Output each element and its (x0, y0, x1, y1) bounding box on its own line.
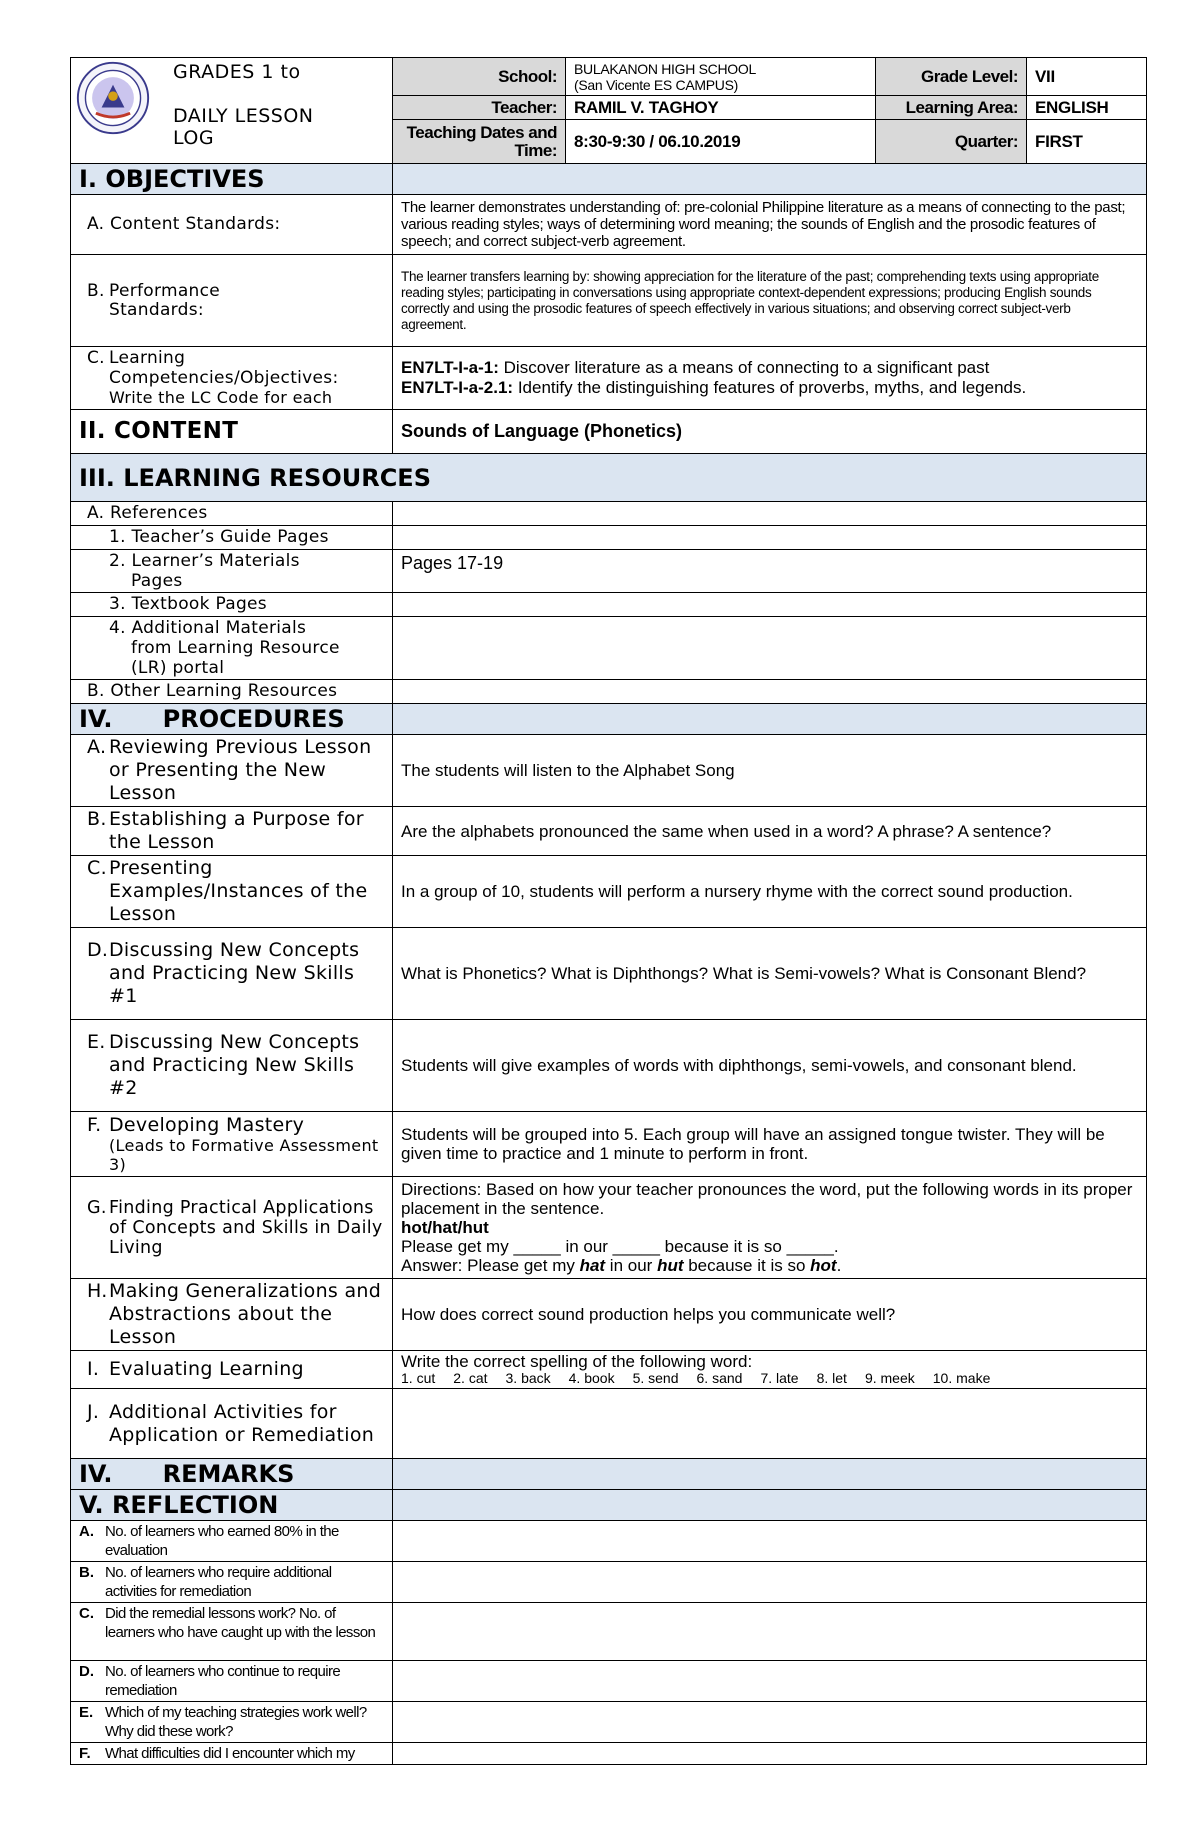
additional-materials-label-3: (LR) portal (131, 658, 225, 678)
procedure-j-letter: J. (87, 1400, 100, 1423)
reflection-answer (393, 1562, 1147, 1603)
procedure-a-letter: A. (87, 736, 107, 758)
reflection-answer (393, 1521, 1147, 1562)
reflection-answer (393, 1702, 1147, 1743)
textbook-pages-label: 3. Textbook Pages (71, 593, 393, 617)
school-label: School: (393, 58, 566, 96)
procedure-j-title: Additional Activities for Application or Remediation (109, 1400, 375, 1446)
reflection-row (71, 1562, 1147, 1603)
reflection-question (71, 1702, 393, 1743)
reflection-list (71, 1521, 1147, 1765)
procedure-b-letter: B. (87, 808, 107, 830)
learning-resources-heading: III. LEARNING RESOURCES (71, 454, 1147, 502)
evaluation-word: 1. cut (401, 1370, 436, 1386)
procedure-a-label (71, 735, 393, 807)
other-resources-value (393, 680, 1147, 704)
reflection-text: No. of learners who continue to require remediation (105, 1663, 341, 1699)
procedure-e-text: Students will give examples of words with diphthongs, semi-vowels, and consonant blend. (393, 1020, 1147, 1112)
reflection-question (71, 1603, 393, 1661)
reflection-question (71, 1562, 393, 1603)
reflection-letter: F. (79, 1745, 91, 1762)
reflection-heading: V. REFLECTION (71, 1490, 393, 1521)
deped-seal-icon (75, 60, 151, 136)
evaluation-word: 10. make (932, 1370, 991, 1386)
procedure-b-label (71, 807, 393, 856)
procedure-e-label (71, 1020, 393, 1112)
doc-title-line1: GRADES 1 to (173, 61, 301, 83)
evaluation-word: 3. back (505, 1370, 551, 1386)
header-title-cell (71, 58, 393, 164)
reflection-question (71, 1521, 393, 1562)
reflection-letter: A. (79, 1523, 94, 1540)
additional-materials-label-1: 4. Additional Materials (109, 618, 307, 638)
grade-label: Grade Level: (876, 58, 1027, 96)
procedure-h-letter: H. (87, 1280, 108, 1302)
dates-label: Teaching Dates and Time: (393, 120, 566, 164)
procedure-e-title: Discussing New Concepts and Practicing New Skills #2 (109, 1031, 360, 1099)
procedure-c-text: In a group of 10, students will perform a nursery rhyme with the correct sound production. (393, 856, 1147, 928)
area-value: ENGLISH (1027, 96, 1147, 120)
procedure-f-letter: F. (87, 1113, 102, 1136)
area-label: Learning Area: (876, 96, 1027, 120)
school-name: BULAKANON HIGH SCHOOL (574, 60, 756, 77)
procedure-g-answer: Answer: Please get my hat in our hut because it is so hot. (401, 1256, 842, 1275)
content-heading: II. CONTENT (71, 410, 393, 454)
competencies-label-1: Learning (109, 348, 186, 368)
procedure-d-letter: D. (87, 939, 109, 961)
reflection-letter: E. (79, 1704, 94, 1721)
procedure-c-title: Presenting Examples/Instances of the Lesson (109, 857, 368, 925)
additional-materials-label-2: from Learning Resource (131, 638, 340, 658)
evaluation-word: 5. send (632, 1370, 679, 1386)
evaluation-word: 9. meek (864, 1370, 915, 1386)
procedure-i-label (71, 1351, 393, 1389)
procedure-j-label (71, 1389, 393, 1459)
dates-value: 8:30-9:30 / 06.10.2019 (566, 120, 876, 164)
lc1-text: Discover literature as a means of connecting to a significant past (498, 358, 990, 377)
grade-value: VII (1027, 58, 1147, 96)
learners-materials-label (71, 550, 393, 593)
lc1-code: EN7LT-I-a-1: (401, 358, 499, 377)
reflection-letter: B. (79, 1564, 94, 1581)
evaluation-word: 8. let (816, 1370, 847, 1386)
doc-title-line3: LOG (173, 127, 215, 149)
performance-standards-label-2: Standards: (109, 299, 204, 320)
procedure-f-subtitle: (Leads to Formative Assessment 3) (109, 1135, 379, 1174)
procedure-g-directions: Directions: Based on how your teacher pronounces the word, put the following words in its proper placement in the sentence. (401, 1180, 1133, 1218)
reflection-heading-fill (393, 1490, 1147, 1521)
doc-title-line2: DAILY LESSON (173, 105, 314, 127)
procedure-h-text: How does correct sound production helps you communicate well? (393, 1279, 1147, 1351)
procedure-h-title: Making Generalizations and Abstractions about the Lesson (109, 1280, 382, 1348)
remarks-heading: IV. REMARKS (71, 1459, 393, 1490)
answer-word-2: hut (657, 1256, 684, 1275)
school-value (566, 58, 876, 96)
procedure-b-text: Are the alphabets pronounced the same when used in a word? A phrase? A sentence? (393, 807, 1147, 856)
performance-standards-label-1: Performance (109, 280, 221, 301)
procedure-g-sentence: Please get my _____ in our _____ because it is so _____. (401, 1237, 839, 1256)
competencies-label (71, 347, 393, 410)
procedure-i-instruction: Write the correct spelling of the following word: (401, 1352, 753, 1371)
evaluation-word: 6. sand (696, 1370, 743, 1386)
reflection-letter: C. (79, 1605, 94, 1622)
learners-materials-label-1: 2. Learner’s Materials (109, 551, 300, 571)
reflection-text: No. of learners who earned 80% in the evaluation (105, 1523, 339, 1559)
procedure-i-text (393, 1351, 1147, 1389)
teachers-guide-label: 1. Teacher’s Guide Pages (71, 526, 393, 550)
competencies-label-3: Write the LC Code for each (109, 388, 333, 407)
answer-word-1: hat (579, 1256, 606, 1275)
quarter-label: Quarter: (876, 120, 1027, 164)
procedure-a-text: The students will listen to the Alphabet Song (393, 735, 1147, 807)
reflection-answer (393, 1743, 1147, 1765)
daily-lesson-log (70, 57, 1146, 1765)
quarter-value: FIRST (1027, 120, 1147, 164)
reflection-row (71, 1603, 1147, 1661)
procedure-a-title: Reviewing Previous Lesson or Presenting the New Lesson (109, 736, 372, 804)
procedure-e-letter: E. (87, 1031, 106, 1053)
reflection-answer (393, 1661, 1147, 1702)
procedure-j-text (393, 1389, 1147, 1459)
other-resources-label: B. Other Learning Resources (71, 680, 393, 704)
procedure-g-text (393, 1177, 1147, 1279)
remarks-heading-fill (393, 1459, 1147, 1490)
procedure-c-label (71, 856, 393, 928)
procedure-h-label (71, 1279, 393, 1351)
reflection-row (71, 1743, 1147, 1765)
teachers-guide-value (393, 526, 1147, 550)
learners-materials-value: Pages 17-19 (393, 550, 1147, 593)
content-standards-text: The learner demonstrates understanding of: pre-colonial Philippine literature as a means of connecting to the past; various reading styles; ways of determining word meaning; the sounds of English and the prosodic features of speech; and correct subject-verb agreement. (393, 195, 1147, 255)
reflection-row (71, 1661, 1147, 1702)
reflection-text: What difficulties did I encounter which my (105, 1745, 355, 1762)
lc2-text: Identify the distinguishing features of proverbs, myths, and legends. (513, 378, 1027, 397)
procedures-heading-fill (393, 704, 1147, 735)
school-campus: (San Vicente ES CAMPUS) (574, 76, 739, 93)
objectives-heading: I. OBJECTIVES (71, 164, 393, 195)
procedure-g-words: hot/hat/hut (401, 1218, 489, 1237)
competencies-text (393, 347, 1147, 410)
evaluation-word-list (401, 1370, 1138, 1387)
reflection-row (71, 1702, 1147, 1743)
procedure-d-text: What is Phonetics? What is Diphthongs? What is Semi-vowels? What is Consonant Blend? (393, 928, 1147, 1020)
procedure-d-label (71, 928, 393, 1020)
reflection-text: Which of my teaching strategies work well? Why did these work? (105, 1704, 367, 1740)
performance-standards-label (71, 255, 393, 347)
teacher-value: RAMIL V. TAGHOY (566, 96, 876, 120)
reflection-question (71, 1743, 393, 1765)
procedure-f-label (71, 1112, 393, 1177)
references-label: A. References (71, 502, 393, 526)
reflection-text: Did the remedial lessons work? No. of learners who have caught up with the lesson (105, 1605, 376, 1641)
performance-standards-letter: B. (87, 280, 105, 301)
content-value: Sounds of Language (Phonetics) (393, 410, 1147, 454)
procedure-g-letter: G. (87, 1197, 107, 1218)
procedure-f-text: Students will be grouped into 5. Each group will have an assigned tongue twister. They will be given time to practice and 1 minute to perform in front. (393, 1112, 1147, 1177)
procedure-c-letter: C. (87, 857, 107, 879)
procedure-i-letter: I. (87, 1358, 100, 1380)
procedure-i-title: Evaluating Learning (109, 1358, 304, 1380)
procedures-heading: IV. PROCEDURES (71, 704, 393, 735)
evaluation-word: 4. book (568, 1370, 615, 1386)
reflection-text: No. of learners who require additional activities for remediation (105, 1564, 332, 1600)
learners-materials-label-2: Pages (131, 571, 183, 591)
content-standards-label: A. Content Standards: (71, 195, 393, 255)
lesson-log-table (70, 57, 1147, 1765)
references-value (393, 502, 1147, 526)
procedure-g-title: Finding Practical Applications of Concepts and Skills in Daily Living (109, 1197, 383, 1258)
procedure-d-title: Discussing New Concepts and Practicing New Skills #1 (109, 939, 360, 1007)
competencies-letter: C. (87, 348, 105, 368)
performance-standards-text: The learner transfers learning by: showing appreciation for the literature of the past; comprehending texts using appropriate reading styles; participating in conversations using appropriate context-dependent expressions; producing English sounds correctly and using the prosodic features of speech effectively in various situations; and observing correct subject-verb agreement. (393, 255, 1147, 347)
teacher-label: Teacher: (393, 96, 566, 120)
additional-materials-value (393, 617, 1147, 680)
evaluation-word: 7. late (760, 1370, 799, 1386)
textbook-pages-value (393, 593, 1147, 617)
reflection-row (71, 1521, 1147, 1562)
answer-word-3: hot (810, 1256, 837, 1275)
objectives-heading-fill (393, 164, 1147, 195)
procedure-f-title: Developing Mastery (109, 1113, 305, 1136)
reflection-letter: D. (79, 1663, 94, 1680)
additional-materials-label (71, 617, 393, 680)
evaluation-word: 2. cat (453, 1370, 488, 1386)
procedure-b-title: Establishing a Purpose for the Lesson (109, 808, 364, 853)
reflection-answer (393, 1603, 1147, 1661)
reflection-question (71, 1661, 393, 1702)
procedure-g-label (71, 1177, 393, 1279)
lc2-code: EN7LT-I-a-2.1: (401, 378, 514, 397)
competencies-label-2: Competencies/Objectives: (109, 368, 339, 388)
